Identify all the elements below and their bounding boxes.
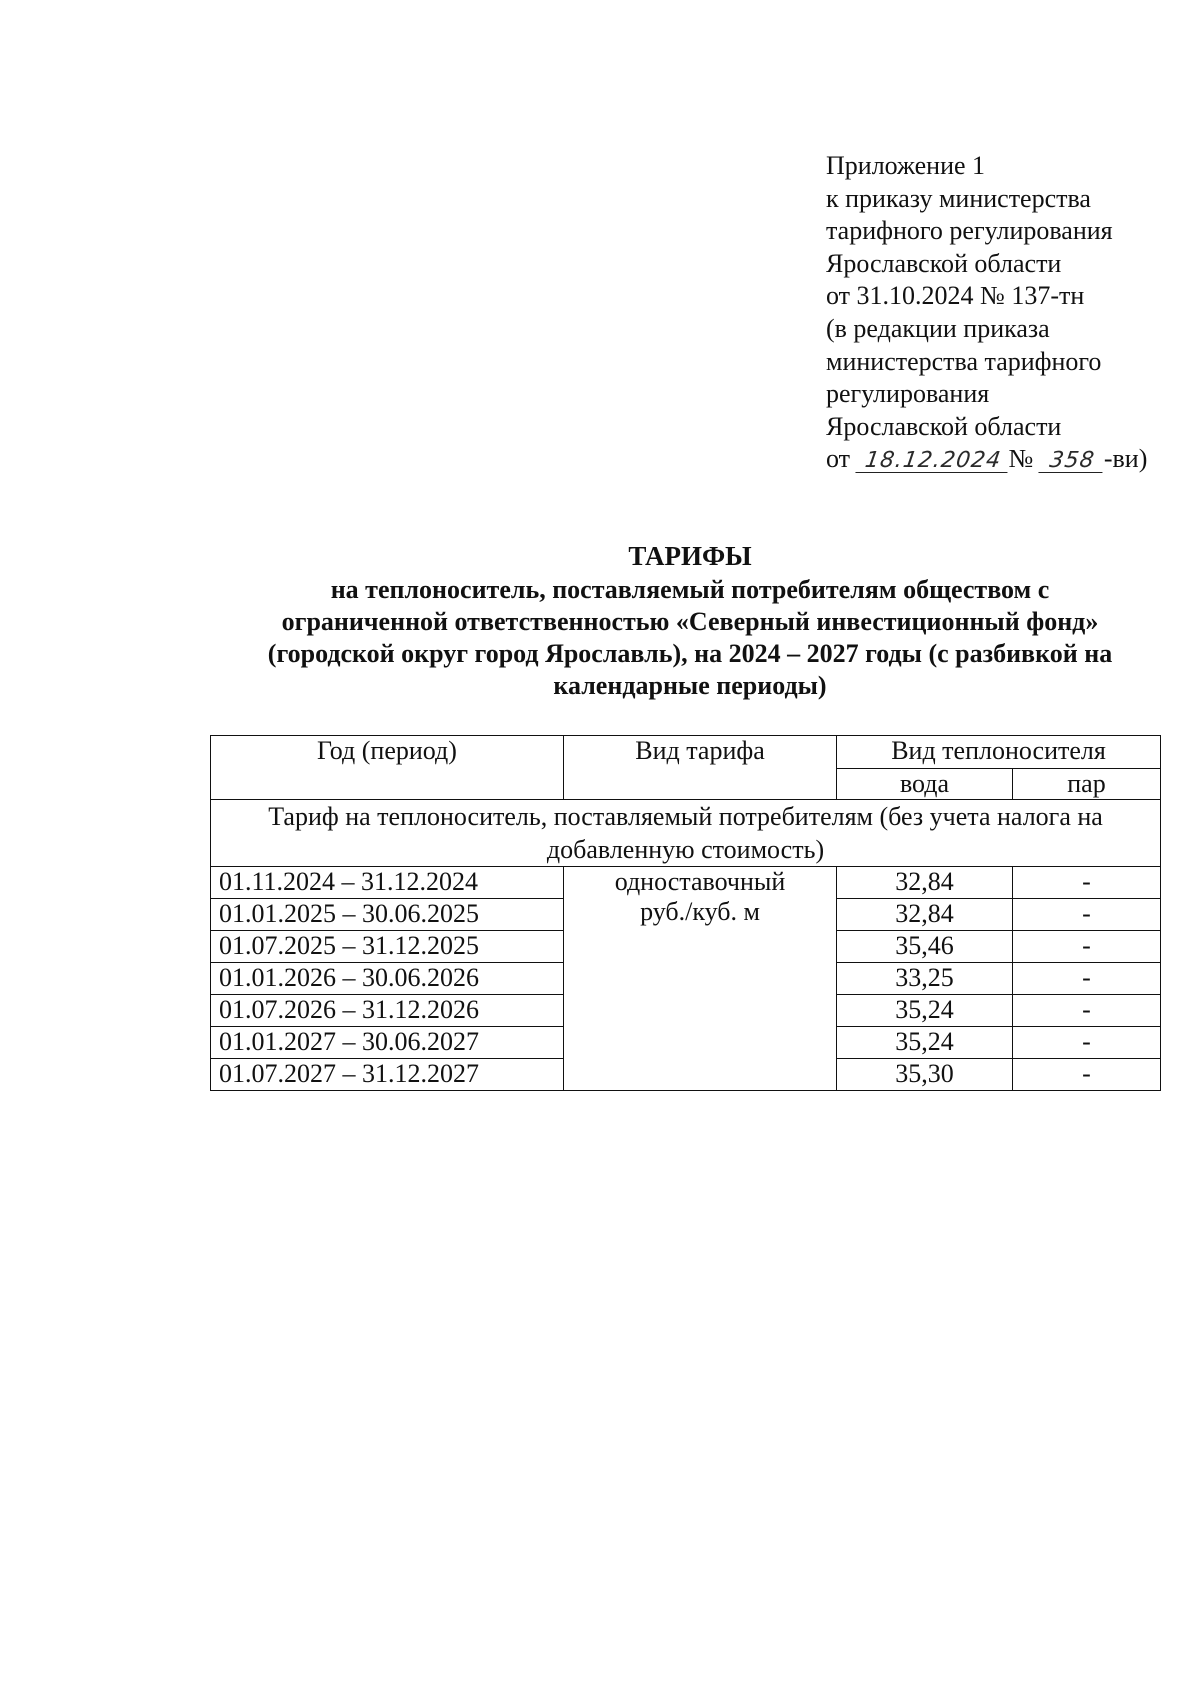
- appendix-header: [826, 150, 1166, 476]
- handwritten-number: 358: [1038, 450, 1105, 473]
- amendment-prefix: от: [826, 444, 851, 474]
- steam-value-cell: -: [1013, 1027, 1161, 1059]
- handwritten-date: 18.12.2024: [855, 450, 1010, 473]
- water-value-cell: 32,84: [837, 867, 1013, 899]
- title-line: календарные периоды): [553, 671, 827, 700]
- title-main: ТАРИФЫ: [628, 541, 752, 571]
- appendix-line: к приказу министерства: [826, 183, 1091, 213]
- title-line: ограниченной ответственностью «Северный инвестиционный фонд»: [281, 607, 1099, 636]
- steam-value-cell: -: [1013, 995, 1161, 1027]
- table-header-row: [211, 736, 1161, 769]
- water-value-cell: 35,46: [837, 931, 1013, 963]
- table-section-row: [211, 800, 1161, 867]
- water-value-cell: 32,84: [837, 899, 1013, 931]
- amendment-line: [826, 443, 1166, 476]
- header-carrier-type: Вид теплоносителя: [837, 736, 1161, 769]
- steam-value-cell: -: [1013, 867, 1161, 899]
- period-cell: 01.01.2027 – 30.06.2027: [211, 1027, 564, 1059]
- tariff-unit-line: руб./куб. м: [640, 897, 760, 926]
- period-cell: 01.01.2025 – 30.06.2025: [211, 899, 564, 931]
- appendix-line: тарифного регулирования: [826, 216, 1113, 246]
- number-sign: №: [1008, 444, 1034, 474]
- steam-value-cell: -: [1013, 963, 1161, 995]
- water-value-cell: 33,25: [837, 963, 1013, 995]
- water-value-cell: 35,30: [837, 1059, 1013, 1091]
- appendix-line: регулирования: [826, 379, 990, 409]
- amendment-suffix: -ви): [1103, 444, 1148, 474]
- period-cell: 01.07.2027 – 31.12.2027: [211, 1059, 564, 1091]
- tariff-type-line: одноставочный: [614, 867, 786, 896]
- tariff-table: [210, 735, 1161, 1091]
- header-tariff-type: Вид тарифа: [564, 736, 837, 800]
- header-steam: пар: [1013, 769, 1161, 800]
- header-period: Год (период): [211, 736, 564, 800]
- appendix-line: министерства тарифного: [826, 346, 1102, 376]
- appendix-line: Ярославской области: [826, 411, 1062, 441]
- period-cell: 01.07.2025 – 31.12.2025: [211, 931, 564, 963]
- appendix-line: Ярославской области: [826, 248, 1062, 278]
- table-row: [211, 867, 1161, 899]
- title-line: (городской округ город Ярославль), на 2024 – 2027 годы (с разбивкой на: [267, 639, 1113, 668]
- steam-value-cell: -: [1013, 931, 1161, 963]
- appendix-line: (в редакции приказа: [826, 313, 1050, 343]
- steam-value-cell: -: [1013, 899, 1161, 931]
- period-cell: 01.11.2024 – 31.12.2024: [211, 867, 564, 899]
- section-title: Тариф на теплоноситель, поставляемый потребителям (без учета налога на добавленную стоимость): [211, 800, 1161, 867]
- water-value-cell: 35,24: [837, 995, 1013, 1027]
- tariff-type-cell: [564, 867, 837, 1091]
- steam-value-cell: -: [1013, 1059, 1161, 1091]
- period-cell: 01.01.2026 – 30.06.2026: [211, 963, 564, 995]
- title-line: на теплоноситель, поставляемый потребителям обществом с: [330, 575, 1050, 604]
- period-cell: 01.07.2026 – 31.12.2026: [211, 995, 564, 1027]
- appendix-line: от 31.10.2024 № 137-тн: [826, 281, 1085, 311]
- document-title: [200, 540, 1180, 702]
- water-value-cell: 35,24: [837, 1027, 1013, 1059]
- header-water: вода: [837, 769, 1013, 800]
- appendix-line: Приложение 1: [826, 151, 986, 180]
